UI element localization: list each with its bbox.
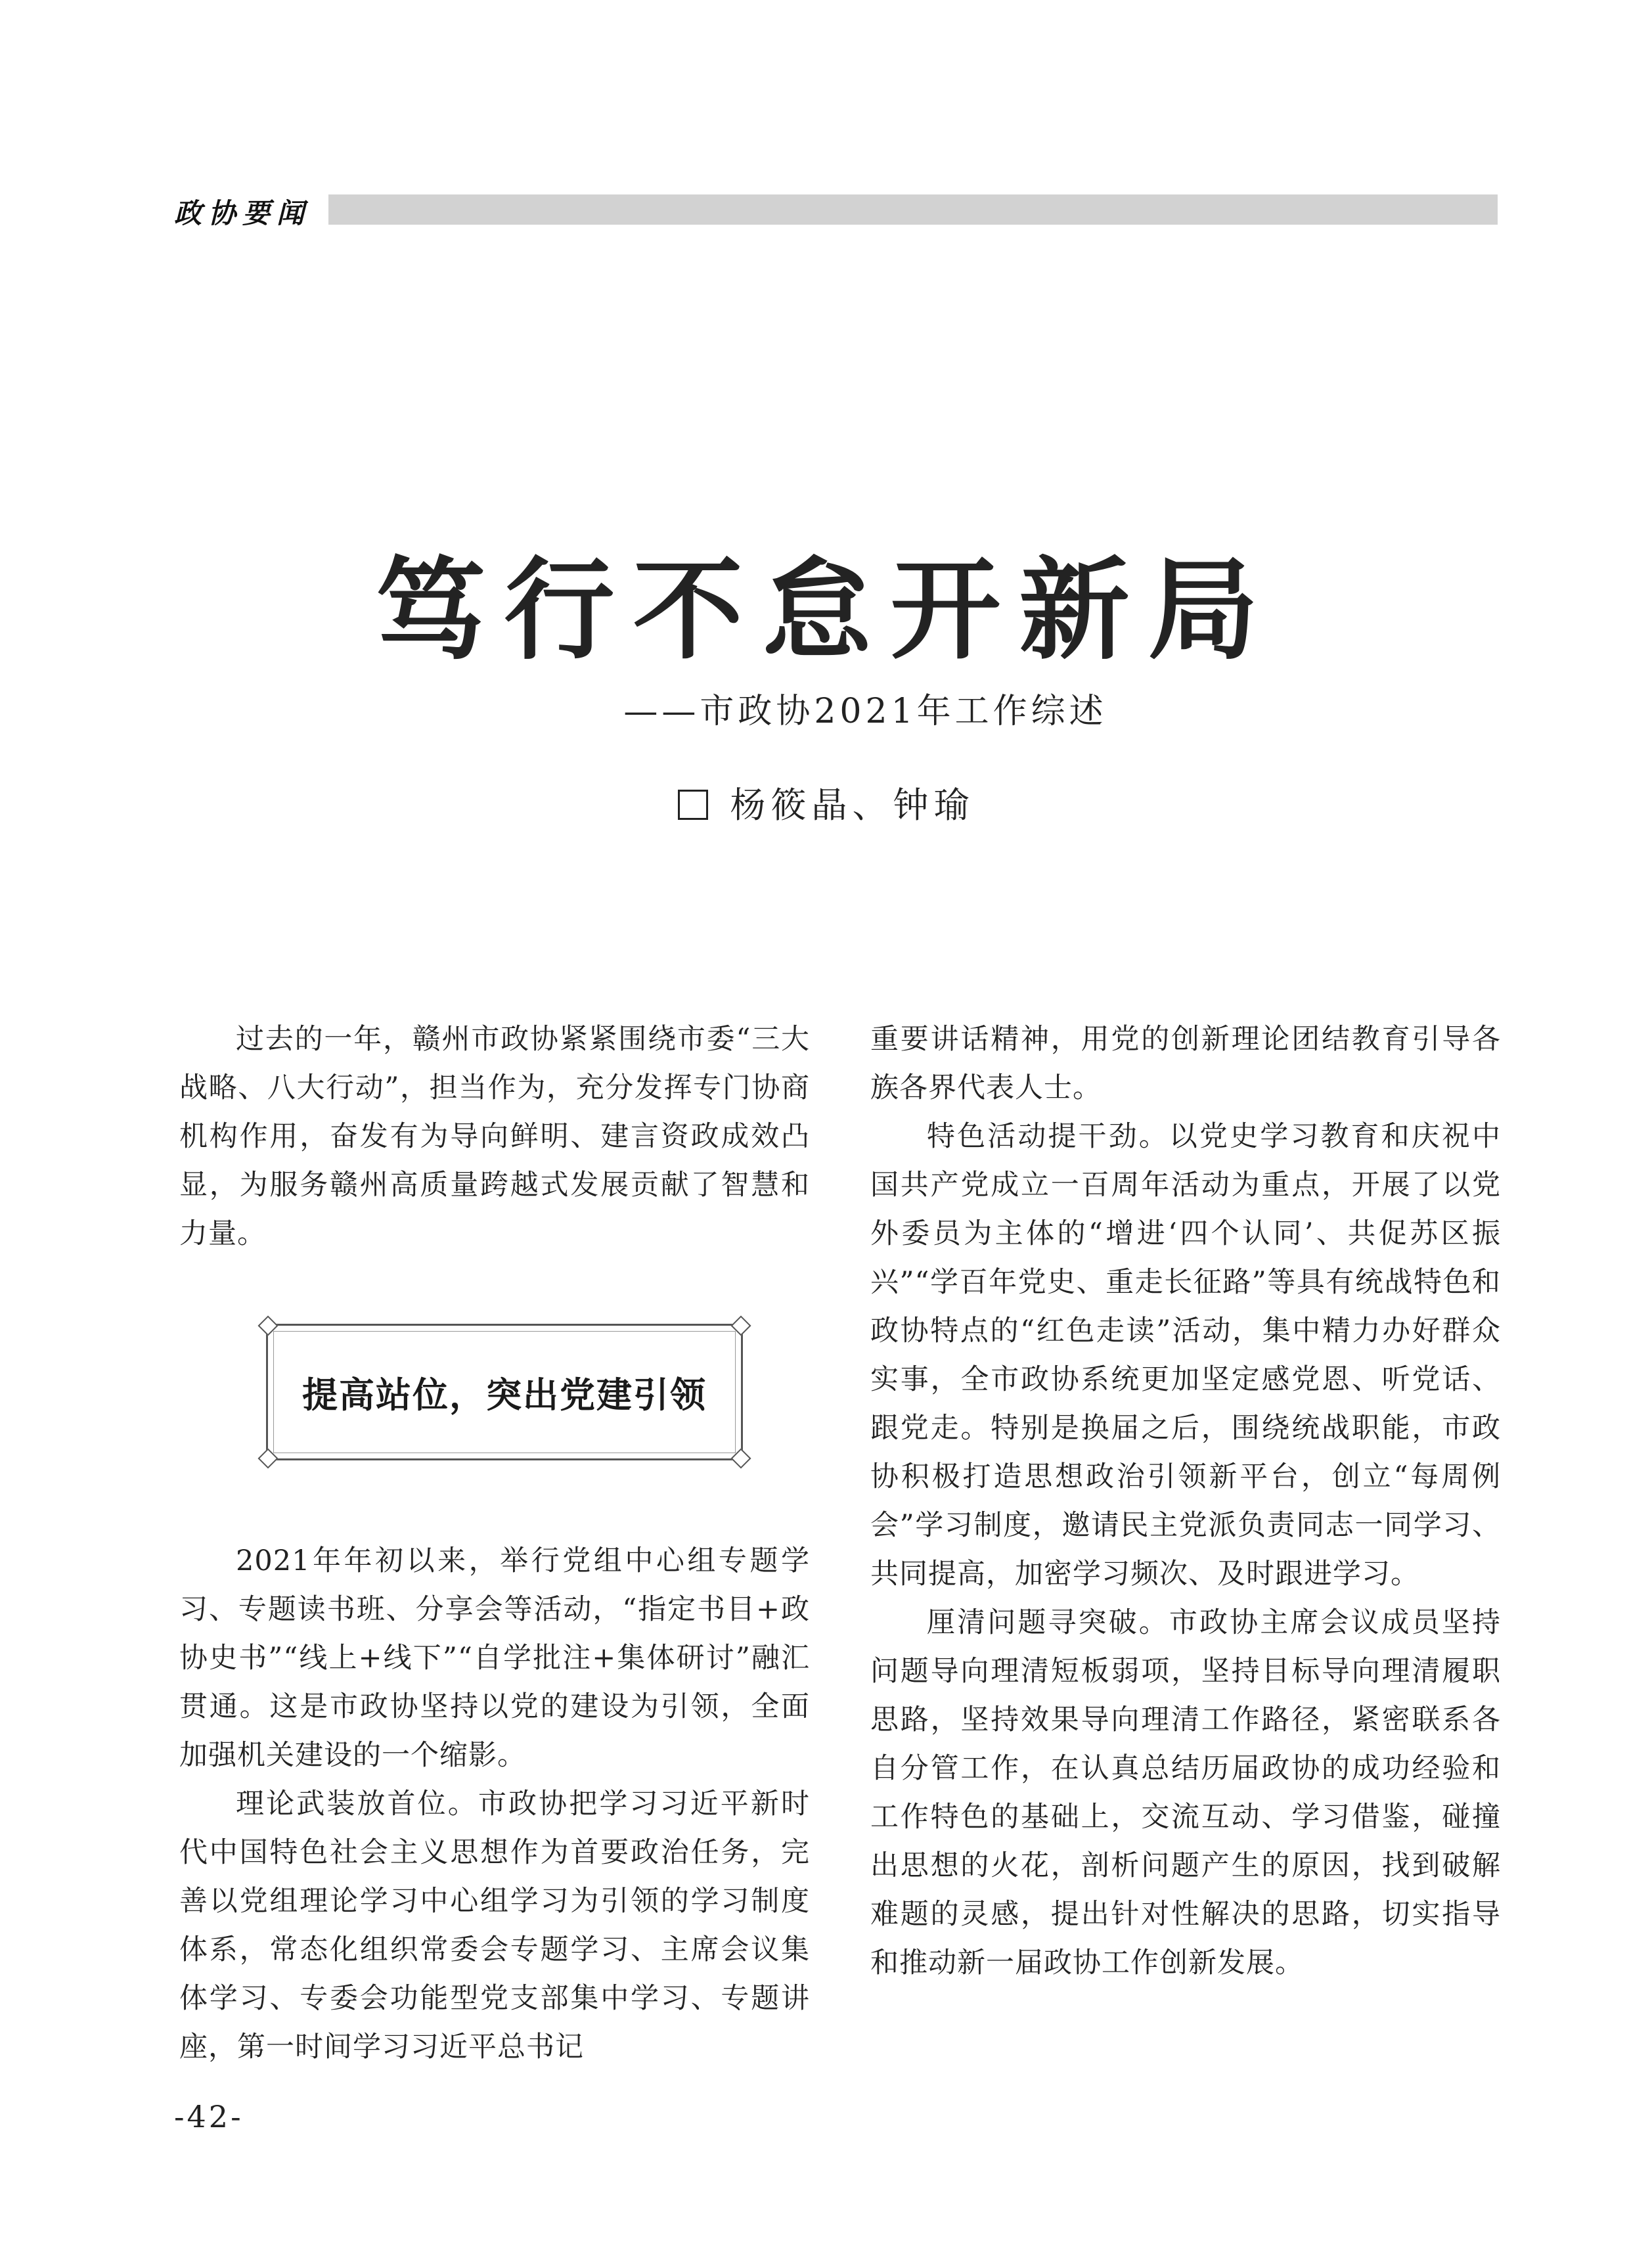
section-heading: 提高站位，突出党建引领 [302,1374,707,1416]
right-column-body [870,1015,1501,1987]
article-subtitle: ——市政协2021年工作综述 [623,692,1107,731]
left-column-body [179,1537,810,2071]
section-heading-box [266,1324,743,1460]
page-number: -42- [174,2099,244,2134]
byline [0,777,1652,828]
body-paragraph: 2021年年初以来，举行党组中心组专题学习、专题读书班、分享会等活动，“指定书目+政协史书”“线上+线下”“自学批注+集体研讨”融汇贯通。这是市政协坚持以党的建设为引领，全面加强机关建设的一个缩影。 [179,1544,810,1772]
body-paragraph: 特色活动提干劲。以党史学习教育和庆祝中国共产党成立一百周年活动为重点，开展了以党外委员为主体的“增进‘四个认同’、共促苏区振兴”“学百年党史、重走长征路”等具有统战特色和政协特点的“红色走读”活动，集中精力办好群众实事，全市政协系统更加坚定感党恩、听党话、跟党走。特别是换届之后，围绕统战职能，市政协积极打造思想政治引领新平台，创立“每周例会”学习制度，邀请民主党派负责同志一同学习、共同提高，加密学习频次、及时跟进学习。 [870,1120,1501,1590]
body-paragraph: 厘清问题寻突破。市政协主席会议成员坚持问题导向理清短板弱项，坚持目标导向理清履职思路，坚持效果导向理清工作路径，紧密联系各自分管工作，在认真总结历届政协的成功经验和工作特色的基础上，交流互动、学习借鉴，碰撞出思想的火花，剖析问题产生的原因，找到破解难题的灵感，提出针对性解决的思路，切实指导和推动新一届政协工作创新发展。 [870,1606,1501,1979]
section-header-bar [328,194,1498,225]
author-names: 杨筱晶、钟瑜 [730,784,975,826]
body-paragraph-continued: 重要讲话精神，用党的创新理论团结教育引导各族各界代表人士。 [870,1023,1501,1104]
article-title: 笃行不怠开新局 [375,546,1277,675]
body-paragraph: 理论武装放首位。市政协把学习习近平新时代中国特色社会主义思想作为首要政治任务，完善以党组理论学习中心组学习为引领的学习制度体系，常态化组织常委会专题学习、主席会议集体学习、专委会功能型党支部集中学习、专题讲座，第一时间学习习近平总书记 [179,1788,810,2063]
left-column-intro [179,1015,810,1258]
section-label: 政协要闻 [174,197,311,229]
intro-paragraph: 过去的一年，赣州市政协紧紧围绕市委“三大战略、八大行动”，担当作为，充分发挥专门协商机构作用，奋发有为导向鲜明、建言资政成效凸显，为服务赣州高质量跨越式发展贡献了智慧和力量。 [179,1023,810,1250]
square-bullet-icon [678,790,708,820]
